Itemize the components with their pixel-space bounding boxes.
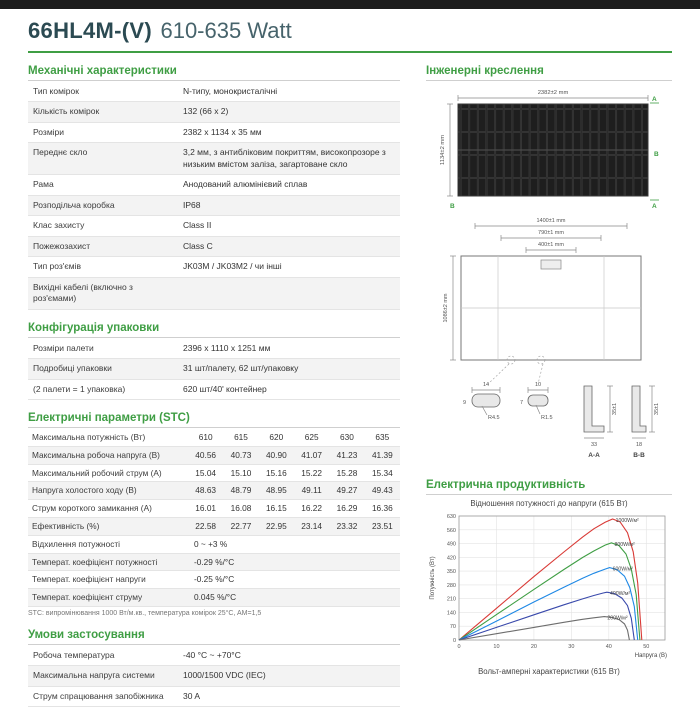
cell: 23.51 bbox=[365, 517, 400, 535]
row-label: Температ. коефіцієнт напруги bbox=[28, 571, 188, 589]
marker-a-bottom: A bbox=[652, 203, 657, 210]
cell: 16.22 bbox=[294, 500, 329, 518]
row-label: Подробиці упаковки bbox=[28, 359, 178, 379]
cell: 15.10 bbox=[223, 464, 258, 482]
table-row bbox=[28, 429, 400, 446]
section-title-packaging: Конфігурація упаковки bbox=[28, 322, 400, 338]
cell: 23.14 bbox=[294, 517, 329, 535]
front-width-dimension bbox=[458, 90, 648, 101]
row-label: Відхилення потужності bbox=[28, 535, 188, 553]
table-row bbox=[28, 277, 400, 309]
table-row bbox=[28, 482, 400, 500]
cell: 15.34 bbox=[365, 464, 400, 482]
rear-dimensions bbox=[475, 218, 627, 253]
panel-rear-view bbox=[461, 256, 641, 360]
row-value: IP68 bbox=[178, 195, 400, 215]
table-row bbox=[28, 589, 400, 607]
profile-aa-width: 33 bbox=[590, 442, 598, 448]
front-height-dimension bbox=[440, 104, 453, 196]
cell: 41.23 bbox=[329, 446, 364, 464]
table-row bbox=[28, 82, 400, 102]
section-title-drawings: Інженерні креслення bbox=[426, 65, 672, 81]
profile-bb-label: B-B bbox=[633, 452, 645, 459]
pv-chart-block bbox=[426, 499, 672, 676]
rear-height-dim-label: 1086±2 mm bbox=[443, 293, 449, 323]
row-label: Струм короткого замикання (A) bbox=[28, 500, 188, 518]
clamp1-radius: R4.5 bbox=[488, 415, 500, 421]
profile-aa-height: 35±1 bbox=[612, 402, 618, 416]
cell: 41.39 bbox=[365, 446, 400, 464]
series-label: 600W/м² bbox=[612, 566, 633, 573]
row-value: 1000/1500 VDC (IEC) bbox=[178, 666, 400, 686]
drawing-wrap bbox=[426, 82, 672, 467]
row-value: 132 (66 x 2) bbox=[178, 102, 400, 122]
content-columns bbox=[0, 53, 700, 719]
row-label: Тип комірок bbox=[28, 82, 178, 102]
header bbox=[0, 9, 700, 53]
row-value: Class II bbox=[178, 216, 400, 236]
rear-dim-790: 790±1 mm bbox=[538, 230, 564, 236]
x-tick-label: 20 bbox=[530, 644, 537, 650]
table-row bbox=[28, 257, 400, 277]
table-row bbox=[28, 195, 400, 215]
cell: 49.43 bbox=[365, 482, 400, 500]
cell: 48.95 bbox=[259, 482, 294, 500]
packaging-table bbox=[28, 339, 400, 400]
cell: 41.07 bbox=[294, 446, 329, 464]
row-label: Вихідні кабелі (включно з роз'ємами) bbox=[28, 277, 178, 309]
rear-height-dimension bbox=[443, 256, 456, 360]
table-row bbox=[28, 686, 400, 706]
x-tick-label: 40 bbox=[605, 644, 612, 650]
y-tick-label: 350 bbox=[446, 569, 456, 576]
row-value: 3,2 мм, з антибліковим покриттям, високопрозоре з низьким вмістом заліза, загартоване скло bbox=[178, 143, 400, 175]
table-row bbox=[28, 102, 400, 122]
electrical-table bbox=[28, 429, 400, 607]
page-title bbox=[28, 18, 672, 44]
cell: 15.04 bbox=[188, 464, 223, 482]
profile-bb-height: 35±1 bbox=[654, 402, 660, 416]
row-label: Напруга холостого ходу (B) bbox=[28, 482, 188, 500]
clamp-detail-1 bbox=[463, 382, 500, 421]
cell: 49.27 bbox=[329, 482, 364, 500]
row-value: 31 шт/палету, 62 шт/упаковку bbox=[178, 359, 400, 379]
clamp1-width: 14 bbox=[482, 382, 490, 388]
table-row bbox=[28, 646, 400, 666]
mechanical-table bbox=[28, 82, 400, 310]
rear-dim-1400: 1400±1 mm bbox=[536, 218, 566, 224]
left-column bbox=[28, 65, 400, 719]
cell: 620 bbox=[259, 429, 294, 446]
table-row bbox=[28, 339, 400, 359]
front-height-dim-label: 1134±2 mm bbox=[440, 134, 446, 166]
marker-b-right: B bbox=[654, 151, 659, 158]
series-label: 200W/м² bbox=[607, 615, 628, 622]
marker-a-top: A bbox=[652, 96, 657, 103]
table-row bbox=[28, 143, 400, 175]
y-axis-label: Потужність (Вт) bbox=[430, 556, 436, 600]
profile-bb-width: 18 bbox=[635, 442, 643, 448]
section-title-conditions: Умови застосування bbox=[28, 629, 400, 645]
row-label: Пожежозахист bbox=[28, 236, 178, 256]
table-row bbox=[28, 446, 400, 464]
y-tick-label: 0 bbox=[452, 638, 456, 644]
table-row bbox=[28, 464, 400, 482]
cell: 16.15 bbox=[259, 500, 294, 518]
section-title-electrical: Електричні параметри (STC) bbox=[28, 412, 400, 428]
row-label: Клас захисту bbox=[28, 216, 178, 236]
y-tick-label: 420 bbox=[446, 555, 456, 562]
row-value: 30 A bbox=[178, 686, 400, 706]
cell: 15.22 bbox=[294, 464, 329, 482]
table-row bbox=[28, 517, 400, 535]
chart-caption: Вольт-амперні характеристики (615 Вт) bbox=[478, 667, 620, 676]
junction-box bbox=[541, 260, 561, 269]
row-label: Ефективність (%) bbox=[28, 517, 188, 535]
row-label: Переднє скло bbox=[28, 143, 178, 175]
row-label: Температ. коефіцієнт струму bbox=[28, 589, 188, 607]
section-drawings bbox=[426, 65, 672, 467]
row-value: 2382 x 1134 x 35 мм bbox=[178, 122, 400, 142]
cell: 630 bbox=[329, 429, 364, 446]
model-name: 66HL4M-(V) bbox=[28, 18, 153, 43]
row-value: 0 ~ +3 % bbox=[188, 535, 400, 553]
wattage-range: 610-635 Watt bbox=[160, 18, 292, 43]
row-value: -0.25 %/°C bbox=[188, 571, 400, 589]
section-electrical bbox=[28, 412, 400, 617]
table-row bbox=[28, 175, 400, 195]
row-label: Робоча температура bbox=[28, 646, 178, 666]
table-row bbox=[28, 236, 400, 256]
cell: 16.01 bbox=[188, 500, 223, 518]
clamp-detail-2 bbox=[520, 382, 553, 421]
cell: 40.73 bbox=[223, 446, 258, 464]
profile-aa-label: A-A bbox=[588, 452, 600, 459]
series-label: 800W/м² bbox=[614, 541, 635, 548]
engineering-drawing bbox=[426, 86, 668, 462]
marker-b-left: B bbox=[450, 203, 455, 210]
frame-profile-aa bbox=[584, 386, 618, 459]
rear-dim-400: 400±1 mm bbox=[538, 242, 564, 248]
row-label: Розміри палети bbox=[28, 339, 178, 359]
row-value: -40 °C ~ +70°C bbox=[178, 646, 400, 666]
row-label: (2 палети = 1 упаковка) bbox=[28, 379, 178, 399]
conditions-table bbox=[28, 646, 400, 707]
section-title-performance: Електрична продуктивність bbox=[426, 479, 672, 495]
series-label: 400W/м² bbox=[609, 591, 631, 598]
table-row bbox=[28, 666, 400, 686]
row-label: Розподільча коробка bbox=[28, 195, 178, 215]
x-tick-label: 50 bbox=[643, 644, 650, 650]
x-axis-label: Напруга (В) bbox=[634, 653, 667, 659]
table-row bbox=[28, 553, 400, 571]
row-label: Тип роз'ємів bbox=[28, 257, 178, 277]
section-title-mechanical: Механічні характеристики bbox=[28, 65, 400, 81]
table-row bbox=[28, 216, 400, 236]
table-row bbox=[28, 379, 400, 399]
y-tick-label: 490 bbox=[446, 541, 456, 548]
row-label: Рама bbox=[28, 175, 178, 195]
top-bar bbox=[0, 0, 700, 9]
front-width-dim-label: 2382±2 mm bbox=[537, 90, 569, 96]
row-label: Максимальна потужність (Вт) bbox=[28, 429, 188, 446]
cell: 15.16 bbox=[259, 464, 294, 482]
cell: 23.32 bbox=[329, 517, 364, 535]
plot-border bbox=[459, 516, 665, 640]
cell: 22.77 bbox=[223, 517, 258, 535]
y-tick-label: 280 bbox=[446, 582, 456, 589]
y-tick-label: 630 bbox=[446, 514, 456, 520]
section-packaging bbox=[28, 322, 400, 400]
cell: 610 bbox=[188, 429, 223, 446]
pv-power-voltage-chart bbox=[427, 510, 671, 660]
row-value: 2396 x 1110 x 1251 мм bbox=[178, 339, 400, 359]
row-value: JK03M / JK03M2 / чи інші bbox=[178, 257, 400, 277]
cell: 635 bbox=[365, 429, 400, 446]
stc-footnote: STC: випромінювання 1000 Вт/м.кв., температура комірок 25°C, AM=1,5 bbox=[28, 609, 262, 617]
row-value: N-типу, монокристалічні bbox=[178, 82, 400, 102]
x-tick-label: 30 bbox=[568, 644, 575, 650]
x-tick-label: 0 bbox=[457, 644, 461, 650]
chart-title: Відношення потужності до напруги (615 Вт) bbox=[470, 499, 628, 508]
clamp2-width: 10 bbox=[534, 382, 542, 388]
row-label: Розміри bbox=[28, 122, 178, 142]
right-column bbox=[426, 65, 672, 719]
cell: 48.79 bbox=[223, 482, 258, 500]
cell: 615 bbox=[223, 429, 258, 446]
section-conditions bbox=[28, 629, 400, 707]
row-label: Струм спрацювання запобіжника bbox=[28, 686, 178, 706]
section-performance bbox=[426, 479, 672, 676]
y-tick-label: 560 bbox=[446, 527, 456, 534]
cell: 40.56 bbox=[188, 446, 223, 464]
row-value: -0.29 %/°C bbox=[188, 553, 400, 571]
row-label: Максимальний робочий струм (A) bbox=[28, 464, 188, 482]
row-value: Class C bbox=[178, 236, 400, 256]
panel-front-view bbox=[458, 104, 648, 196]
table-row bbox=[28, 571, 400, 589]
row-value: 0.045 %/°C bbox=[188, 589, 400, 607]
clamp2-height: 7 bbox=[519, 400, 523, 406]
table-row bbox=[28, 500, 400, 518]
clamp2-radius: R1.5 bbox=[541, 415, 553, 421]
cell: 625 bbox=[294, 429, 329, 446]
cell: 16.29 bbox=[329, 500, 364, 518]
row-value: Анодований алюмінієвий сплав bbox=[178, 175, 400, 195]
clamp1-height: 9 bbox=[462, 400, 466, 406]
x-tick-label: 10 bbox=[493, 644, 500, 650]
table-row bbox=[28, 535, 400, 553]
section-mechanical bbox=[28, 65, 400, 310]
cell: 49.11 bbox=[294, 482, 329, 500]
table-row bbox=[28, 122, 400, 142]
cell: 40.90 bbox=[259, 446, 294, 464]
cell: 16.08 bbox=[223, 500, 258, 518]
cell: 22.58 bbox=[188, 517, 223, 535]
cell: 22.95 bbox=[259, 517, 294, 535]
series-line bbox=[459, 568, 638, 640]
series-line bbox=[459, 617, 629, 640]
y-tick-label: 140 bbox=[446, 610, 456, 617]
row-label: Максимальна робоча напруга (B) bbox=[28, 446, 188, 464]
series-label: 1000W/м² bbox=[615, 517, 639, 524]
table-row bbox=[28, 359, 400, 379]
row-label: Кількість комірок bbox=[28, 102, 178, 122]
row-value bbox=[178, 277, 400, 309]
cell: 15.28 bbox=[329, 464, 364, 482]
row-value: 620 шт/40' контейнер bbox=[178, 379, 400, 399]
row-label: Температ. коефіцієнт потужності bbox=[28, 553, 188, 571]
y-tick-label: 70 bbox=[449, 624, 456, 631]
cell: 48.63 bbox=[188, 482, 223, 500]
frame-profile-bb bbox=[632, 386, 660, 459]
cell: 16.36 bbox=[365, 500, 400, 518]
y-tick-label: 210 bbox=[446, 596, 456, 603]
row-label: Максимальна напруга системи bbox=[28, 666, 178, 686]
